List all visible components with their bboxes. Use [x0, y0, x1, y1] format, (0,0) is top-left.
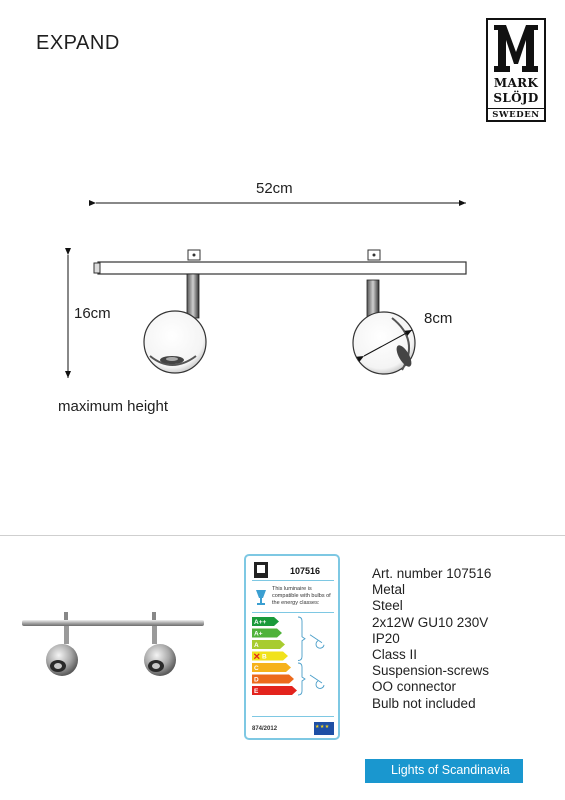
logo-text-mark: MARK [493, 76, 539, 90]
excluded-class-mark: ✕ [253, 651, 261, 662]
energy-label [244, 554, 340, 740]
eu-flag-icon [314, 722, 334, 735]
spec-item: Bulb not included [372, 695, 476, 711]
footer-bar [365, 759, 523, 783]
height-label: 16cm [74, 305, 111, 322]
energy-regulation: 874/2012 [252, 726, 278, 732]
energy-class-scale [252, 616, 334, 698]
energy-class-label: A+ [254, 630, 263, 638]
spec-item: Art. number 107516 [372, 566, 492, 581]
energy-article-number: 107516 [290, 566, 321, 576]
energy-divider-bottom [252, 716, 334, 717]
section-divider [0, 535, 565, 536]
spot-stem-left [187, 274, 199, 318]
spec-list [372, 566, 491, 712]
dimension-drawing [0, 160, 565, 430]
energy-class-bar [252, 652, 288, 662]
footer-tagline: Lights of Scandinavia [391, 763, 510, 777]
energy-divider-mid [252, 612, 334, 613]
energy-class-label: B [262, 653, 267, 661]
energy-class-label: A++ [254, 619, 267, 626]
energy-class-bar [252, 640, 285, 649]
lamp-icon [310, 675, 324, 688]
energy-class-label: C [254, 665, 259, 672]
brand-monogram-icon [492, 22, 540, 74]
energy-class-bar [252, 686, 297, 695]
product-photo [18, 608, 208, 688]
spec-item: IP20 [372, 630, 400, 646]
lamp-icon [310, 635, 324, 648]
energy-brand-icon [254, 562, 268, 578]
spec-item: Steel [372, 598, 403, 614]
energy-divider-top [252, 580, 334, 581]
rail-end-cap [94, 263, 100, 273]
spec-item: OO connector [372, 679, 457, 695]
max-height-note: maximum height [58, 398, 169, 415]
logo-text-sweden: SWEDEN [488, 108, 544, 120]
track-rail [98, 262, 466, 274]
brand-logo [486, 18, 546, 122]
class-bracket-top [298, 617, 305, 661]
energy-class-label: D [254, 676, 259, 684]
spec-item: Class II [372, 647, 418, 663]
energy-class-bar [252, 675, 294, 684]
energy-class-label: A [254, 642, 259, 649]
spec-item: Suspension-screws [372, 663, 490, 679]
bulb-icon [254, 588, 268, 606]
spec-item: 2x12W GU10 230V [372, 614, 489, 630]
energy-class-bar [252, 617, 279, 626]
spec-item: Metal [372, 582, 406, 598]
diameter-label: 8cm [424, 310, 453, 327]
class-bracket-bottom [298, 663, 305, 695]
energy-class-label: E [254, 688, 259, 695]
energy-compat-text: This luminaire is compatible with bulbs of the energy classes: [272, 586, 331, 606]
width-label: 52cm [256, 180, 293, 197]
product-title: EXPAND [36, 32, 120, 54]
energy-class-bar [252, 663, 291, 672]
energy-class-bar [252, 629, 282, 638]
logo-text-slojd: SLÖJD [493, 91, 539, 105]
